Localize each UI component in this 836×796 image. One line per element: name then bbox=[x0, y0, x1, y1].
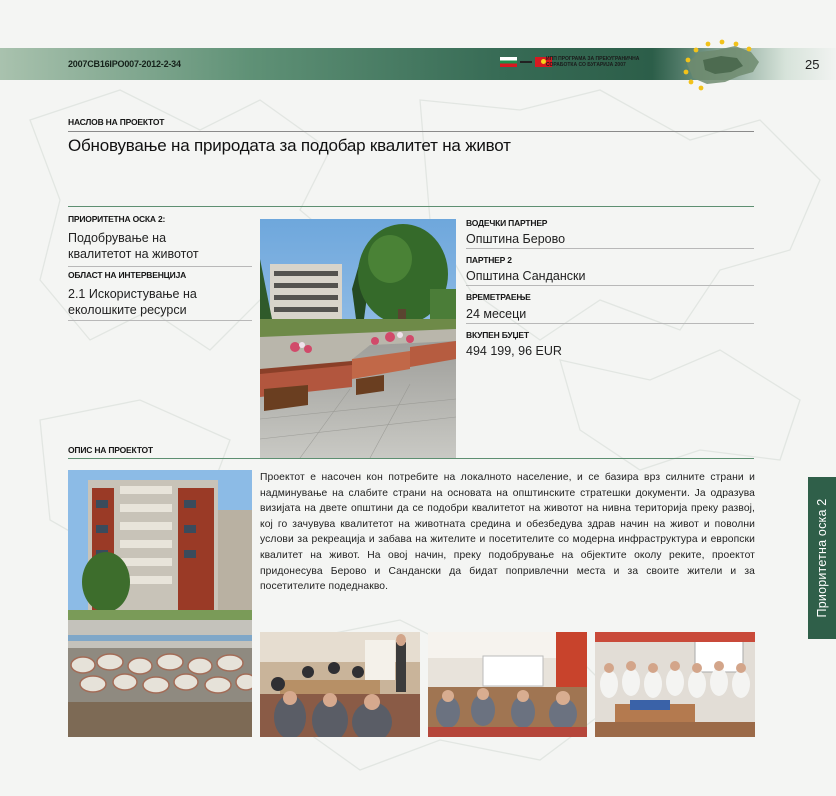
side-tab-text: Приоритетна оска 2 bbox=[815, 498, 829, 618]
meeting-photo-1 bbox=[260, 632, 420, 737]
apartment-building-photo bbox=[68, 470, 252, 737]
budget-value: 494 199, 96 EUR bbox=[466, 344, 562, 358]
priority-axis-line-2: квалитетот на животот bbox=[68, 247, 199, 261]
axis-divider bbox=[68, 266, 252, 267]
side-tab-label bbox=[808, 477, 836, 639]
project-title: Обновување на природата за подобар квалитет на живот bbox=[68, 136, 511, 155]
partner-flags bbox=[500, 57, 552, 67]
flag-separator bbox=[520, 61, 532, 63]
duration-divider bbox=[466, 323, 754, 324]
partner-2-value: Општина Сандански bbox=[466, 269, 586, 283]
priority-axis-line-1: Подобрување на bbox=[68, 231, 167, 245]
duration-label: ВРЕМЕТРАЕЊЕ bbox=[466, 292, 531, 302]
bulgaria-flag-icon bbox=[500, 57, 517, 67]
description-label: ОПИС НА ПРОЕКТОТ bbox=[68, 445, 153, 455]
duration-value: 24 месеци bbox=[466, 307, 527, 321]
title-label: НАСЛОВ НА ПРОЕКТОТ bbox=[68, 117, 165, 127]
area-divider bbox=[68, 320, 252, 321]
section-rule bbox=[68, 206, 754, 207]
programme-logo-icon bbox=[677, 38, 767, 92]
meeting-photo-3 bbox=[595, 632, 755, 737]
intervention-area-line-1: 2.1 Искористување на bbox=[68, 287, 197, 301]
project-description: Проектот е насочен кон потребите на локалното население, и се базира врз силните страни и надминување на слабите страни на основата на општинските стратешки документи. Ја одразува визијата на двете општини да се подобри квалитетот на животот на нивна територија преку развој, кој го зачувува квалитетот на животната средина и обезбедува здрав начин на живот и поволни услови за рекреација и забава на жителите и посетителите со модерна инфраструктура и европски квалитет на живот. На овој начин, преку подобрување на објектите околу реките, проектот придонесува Берово и Сандански да бидат попривлечни места и за своите жители и за посетителите подеднакво. bbox=[260, 472, 755, 593]
title-rule bbox=[68, 131, 754, 132]
partner-2-label: ПАРТНЕР 2 bbox=[466, 255, 512, 265]
budget-label: ВКУПЕН БУЏЕТ bbox=[466, 330, 529, 340]
meeting-photo-2 bbox=[428, 632, 587, 737]
description-rule bbox=[68, 458, 754, 459]
project-code: 2007CB16IPO007-2012-2-34 bbox=[68, 59, 181, 69]
lead-partner-value: Општина Берово bbox=[466, 232, 566, 246]
park-photo bbox=[260, 219, 456, 458]
lead-divider bbox=[466, 248, 754, 249]
intervention-area-label: ОБЛАСТ НА ИНТЕРВЕНЦИЈА bbox=[68, 270, 187, 280]
programme-title: ИПП ПРОГРАМА ЗА ПРЕКУГРАНИЧНА СОРАБОТКА СО БУГАРИЈА 2007 bbox=[546, 56, 640, 68]
intervention-area-line-2: еколошките ресурси bbox=[68, 303, 187, 317]
page-number: 25 bbox=[805, 57, 820, 72]
partner-divider bbox=[466, 285, 754, 286]
lead-partner-label: ВОДЕЧКИ ПАРТНЕР bbox=[466, 218, 548, 228]
priority-axis-label: ПРИОРИТЕТНА ОСКА 2: bbox=[68, 214, 166, 224]
